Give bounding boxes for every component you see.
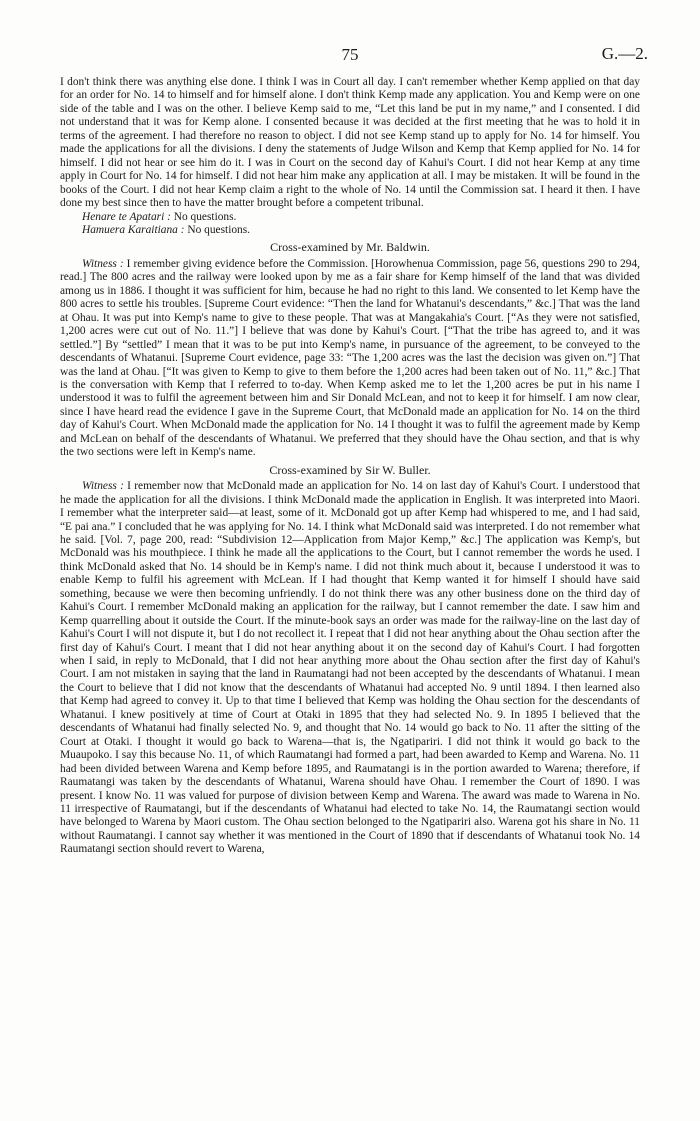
- witness-label: Witness :: [82, 257, 124, 270]
- paragraph-continuation: I don't think there was anything else done. I think I was in Court all day. I can't remember whether Kemp applied on that day for an order for No. 14 to himself and for himself alone. I don't think Kemp made any application. You and Kemp were on one side of the table and I was on the other. I believe Kemp said to me, “Let this land be put in my name,” and I consented. I did not understand that it was for Kemp alone. I consented because it was decided at the first meeting that he was to hold it in terms of the agreement. I had therefore no reason to object. I did not see Kemp stand up to apply for No. 14 for himself. You made the applications for all the divisions. I deny the statements of Judge Wilson and Kemp that Kemp applied for No. 14 for himself. I did not hear or see him do it. I was in Court on the second day of Kahui's Court. I did not hear Kemp at any time apply in Court for No. 14 for himself. I did not hear him make any application at all. I may be mistaken. It will be found in the books of the Court. I did not hear Kemp claim a right to the whole of No. 14 until the Commission sat. I heard it then. I have done my best since then to have the matter brought before a competent tribunal.: [60, 76, 640, 210]
- section-heading-buller: Cross-examined by Sir W. Buller.: [269, 462, 431, 477]
- section-heading-baldwin: Cross-examined by Mr. Baldwin.: [270, 240, 430, 255]
- witness-text: I remember giving evidence before the Commission. [Horowhenua Commission, page 56, questions 290 to 294, read.] The 800 acres and the railway were looked upon by me as a fair share for Kemp himself of the land that was divided among us in 1886. I thought it was sufficient for him, because he had no right to this land. We consented to let Kemp have the 800 acres to settle his troubles. [Supreme Court evidence: “Then the land for Whatanui's descendants,” &c.] That was the land at Ohau. It was put into Kemp's name to give to these people. That was at Mangakahia's Court. [“As they were not satisfied, 1,200 acres were cut out of No. 11.”] I believe that was done by Kahui's Court. [“That the tribe has agreed to, and it was settled.”] By “settled” I mean that it was to be put into Kemp's name, in pursuance of the agreement, to be conveyed to the descendants of Whatanui. [Supreme Court evidence, page 33: “The 1,200 acres was the last the decision was given on.”] That was the land at Ohau. [“It was given to Kemp to give to them before the 1,200 acres had been taken out of No. 11,” &c.] That is the conversation with Kemp that I referred to to-day. When Kemp asked me to let the 1,200 acres be put in his name I understood it was to fulfil the agreement between him and Sir Donald McLean, and not to keep it for himself. I am now clear, since I have heard read the evidence I gave in the Supreme Court, that McDonald made an application for No. 14 on the third day of Kahui's Court. When McDonald made the application for No. 14 I thought it was to fulfil the agreement made by Kemp and McLean on behalf of the descendants of Whatanui. We preferred that they should have the Ohau section, and that is why the two sections were left in Kemp's name.: [60, 257, 640, 459]
- witness-text: I remember now that McDonald made an application for No. 14 on last day of Kahui's Court. I understood that he made the application for all the divisions. I think McDonald made the application in English. It was interpreted into Maori. I remember what the interpreter said—at least, some of it. McDonald got up after Kemp had whispered to me, and I had said, “E pai ana.” I concluded that he was applying for No. 14. I think what McDonald said was interpreted. I do not remember what he said. [Vol. 7, page 200, read: “Subdivision 12—Application from Major Kemp,” &c.] The application was Kemp's, but McDonald was his mouthpiece. I think he made all the applications to the Court, but I cannot remember the words he used. I think McDonald asked that No. 14 should be in Kemp's name. I did not think much about it, because I understood it was to enable Kemp to fulfil his agreement with McLean. If I had thought that Kemp wanted it for himself I should have said something, because we were then becoming unfriendly. I do not think there was any other business done on the third day of Kahui's Court. I remember McDonald making an application for the railway, but I cannot remember the date. I saw him and Kemp quarrelling about it outside the Court. If the minute-book says an order was made for the railway-line on the last day of Kahui's Court I will not dispute it, but I do not recollect it. I repeat that I did not hear anything about the Ohau section after the first day of Kahui's Court. I meant that I did not hear anything about it on the second day of Kahui's Court. I had forgotten when I said, in reply to McDonald, that I did not hear anything more about the Ohau section after the first day of Kahui's Court. I am not mistaken in saying that the land in Raumatangi had not been accepted by the descendants of Whatanui. I mean the Court to believe that I did not know that the descendants of Whatanui had accepted No. 9 until 1894. I then learned also that Kemp had agreed to convey it. Up to that time I believed that Kemp was holding the Ohau section for the descendants of Whatanui. I knew positively at time of Court at Otaki in 1895 that they had selected No. 9. In 1895 I believed that the descendants of Whatanui had finally selected No. 9, and thought that No. 14 would go back to No. 11 after the sitting of the Court at Otaki. I thought it would go back to Warena—that is, the Ngatipariri. I did not think it would go back to the Muaupoko. I say this because No. 11, of which Raumatangi had formed a part, had been awarded to Kemp and Warena. No. 11 had been divided between Warena and Kemp before 1895, and Raumatangi is in the portion awarded to Warena; therefore, if Raumatangi was taken by the descendants of Whatanui, Warena should have Ohau. I remember the Court of 1890. I was present. I know No. 11 was valued for purpose of division between Kemp and Warena. The award was made to Warena in No. 11 irrespective of Raumatangi, but if the descendants of Whatanui had elected to take No. 14, the Raumatangi section would have belonged to Warena by Maori custom. The Ohau section belonged to the Ngatipariri also. Warena got his share in No. 11 without Raumatangi. I cannot say whether it was mentioned in the Court of 1890 that if descendants of Whatanui took No. 14 Raumatangi section should revert to Warena,: [60, 480, 640, 856]
- paragraph-baldwin: [60, 258, 640, 460]
- speaker-text: No questions.: [184, 223, 251, 236]
- no-questions-hamuera: [60, 224, 640, 237]
- series-code: G.—2.: [601, 44, 648, 63]
- paragraph-buller: [60, 480, 640, 857]
- no-questions-henare: [60, 211, 640, 224]
- speaker-text: No questions.: [170, 210, 237, 223]
- document-body: [60, 76, 640, 857]
- speaker-label: Henare te Apatari :: [82, 210, 171, 223]
- speaker-label: Hamuera Karaitiana :: [82, 223, 185, 236]
- witness-label: Witness :: [82, 480, 124, 493]
- page-number: 75: [341, 45, 359, 64]
